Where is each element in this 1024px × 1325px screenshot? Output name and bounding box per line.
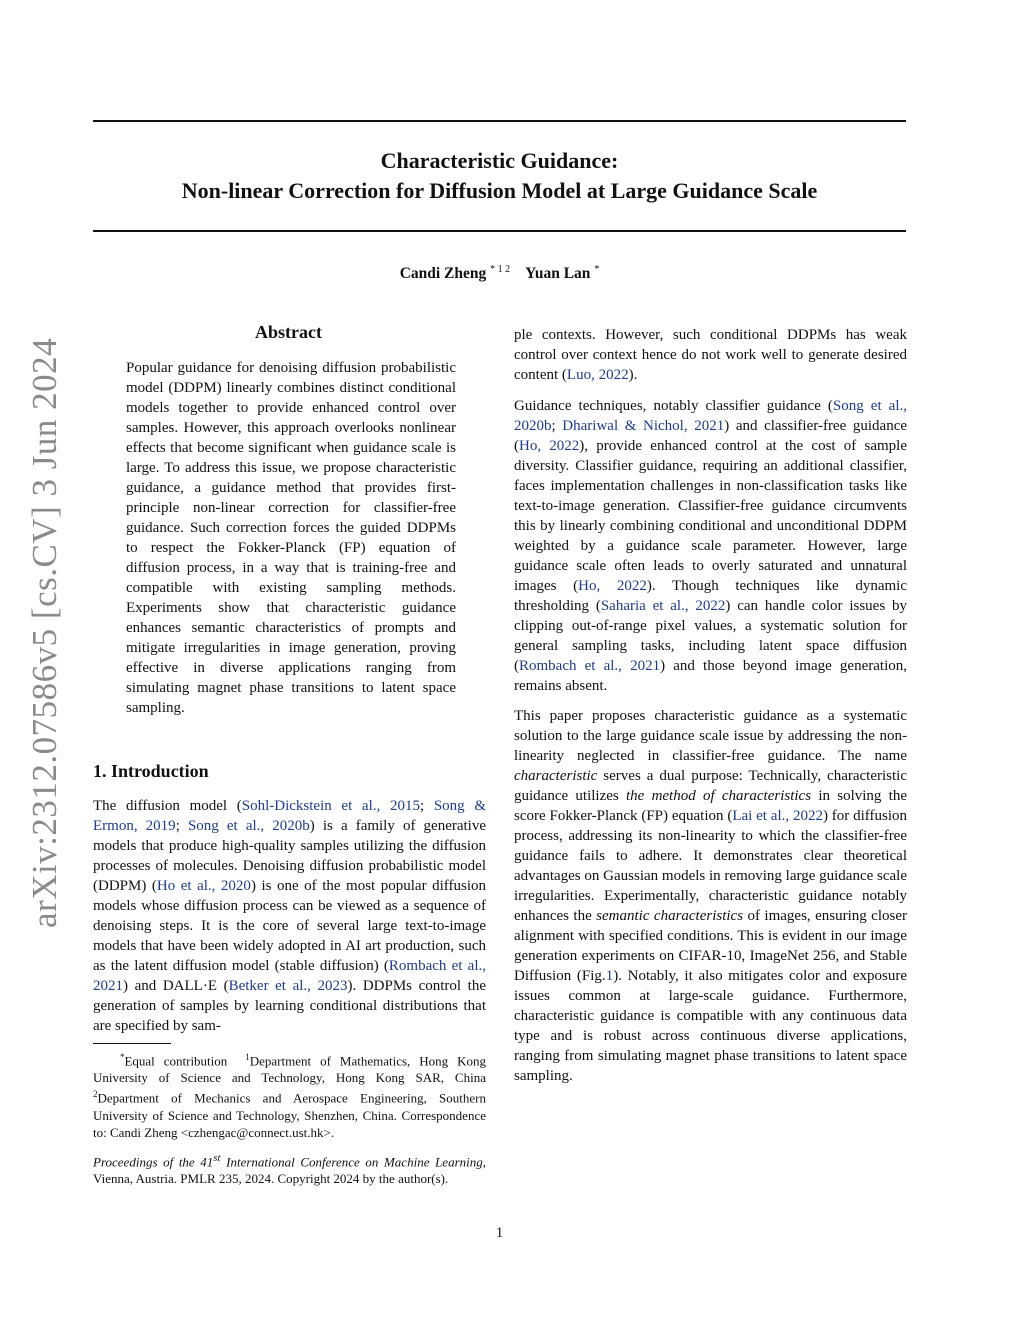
- intro-paragraph: [93, 796, 486, 1036]
- text-run: This paper proposes characteristic guidance as a systematic solution to the large guidance scale issue by addressing the non-linearity neglected in classifier-free guidance. The name: [514, 708, 907, 764]
- text-run: Proceedings of the: [93, 1154, 201, 1170]
- text-run: Guidance techniques, notably classifier guidance (: [514, 398, 833, 414]
- footnote-affiliation: Department of Mechanics and Aerospace Engineering, Southern University of Science and Technology, Shenzhen, China. Correspondence to: Candi Zheng <czhengac@connect.ust.hk>.: [93, 1090, 486, 1140]
- title-rule-top: [93, 120, 906, 122]
- text-run: The diffusion model (: [93, 798, 242, 814]
- text-run: ) and classifier-free guidance (: [514, 418, 908, 454]
- section-heading-introduction: 1. Introduction: [93, 761, 209, 781]
- text-run: ;: [551, 418, 563, 434]
- text-run: ;: [419, 798, 434, 814]
- text-run: of images, ensuring closer alignment with specified conditions. This is evident in our image generation experiments on CIFAR-10, ImageNet 256, and Stable Diffusion (Fig.: [514, 908, 907, 984]
- citation-link[interactable]: Ho, 2022: [519, 438, 580, 454]
- ordinal-suffix: st: [213, 1152, 221, 1164]
- author-name: Candi Zheng: [399, 265, 487, 283]
- text-run: ) is one of the most popular diffusion models whose diffusion process can be viewed as a sequence of denoising steps. It is the core of several large text-to-image models that have been widely adopted in AI art production, such as the latent diffusion model (stable diffusion) (: [93, 878, 486, 974]
- text-run: ). Though techniques like dynamic thresholding (: [514, 578, 907, 614]
- citation-link[interactable]: Rombach et al., 2021: [519, 658, 661, 674]
- citation-link[interactable]: Song et al., 2020b: [187, 818, 310, 834]
- citation-link[interactable]: Lai et al., 2022: [732, 808, 823, 824]
- citation-link[interactable]: Ho et al., 2020: [156, 878, 251, 894]
- text-run: ) and those beyond image generation, remains absent.: [514, 658, 907, 694]
- footnote-mark: 2: [93, 1089, 98, 1100]
- text-run: ;: [175, 818, 188, 834]
- citation-link[interactable]: Sohl-Dickstein et al., 2015: [241, 798, 420, 814]
- text-run: ple contexts. However, such conditional DDPMs has weak control over context hence do not work well to generate desired content (: [514, 327, 907, 383]
- footnote-divider: [93, 1043, 171, 1044]
- citation-link[interactable]: Song et al., 2020b: [514, 398, 908, 434]
- text-run: ). DDPMs control the generation of samples by learning conditional distributions that are specified by sam-: [93, 978, 486, 1034]
- text-run: serves a dual purpose: Technically, characteristic guidance utilizes: [514, 768, 907, 804]
- title-rule-bottom: [93, 230, 906, 232]
- citation-link[interactable]: Dhariwal & Nichol, 2021: [562, 418, 725, 434]
- body-paragraph: [514, 396, 907, 696]
- author-affiliation-marks: * 1 2: [490, 264, 511, 275]
- citation-link[interactable]: Ho, 2022: [578, 578, 647, 594]
- text-run: International Conference on Machine Learning: [220, 1154, 483, 1170]
- citation-link[interactable]: Betker et al., 2023: [228, 978, 348, 994]
- abstract-heading: Abstract: [255, 322, 322, 342]
- emphasis: characteristic: [514, 768, 598, 784]
- body-paragraph: [514, 325, 907, 385]
- citation-link[interactable]: Luo, 2022: [566, 367, 629, 383]
- footnote-mark: *: [119, 1052, 125, 1062]
- text-run: ).: [628, 367, 638, 383]
- text-run: , Vienna, Austria. PMLR 235, 2024. Copyright 2024 by the author(s).: [93, 1154, 486, 1187]
- proceedings-note: [93, 1150, 486, 1187]
- text-run: ). Notably, it also mitigates color and exposure issues common at large-scale guidance. Furthermore, characteristic guidance is compatible with any continuous data type and is robust across continuous diverse applications, ranging from simulating magnet phase transitions to latent space sampling.: [514, 968, 908, 1084]
- page-number: 1: [495, 1225, 504, 1241]
- paper-title-line-1: Characteristic Guidance:: [380, 148, 619, 173]
- paper-title-line-2: Non-linear Correction for Diffusion Model at Large Guidance Scale: [181, 178, 818, 203]
- arxiv-identifier-stamp: arXiv:2312.07586v5 [cs.CV] 3 Jun 2024: [25, 337, 64, 928]
- citation-link[interactable]: Saharia et al., 2022: [600, 598, 726, 614]
- abstract-body: Popular guidance for denoising diffusion probabilistic model (DDPM) linearly combines distinct conditional models together to provide enhanced control over samples. However, this approach overlooks nonlinear effects that become significant when guidance scale is large. To address this issue, we propose characteristic guidance, a guidance method that provides first-principle non-linear correction for classifier-free guidance. Such correction forces the guided DDPMs to respect the Fokker-Planck (FP) equation of diffusion process, in a way that is training-free and compatible with existing sampling methods. Experiments show that characteristic guidance enhances semantic characteristics of prompts and mitigate irregularities in image generation, proving effective in diverse applications ranging from simulating magnet phase transitions to latent space sampling.: [126, 360, 456, 716]
- text-run: ) for diffusion process, addressing its non-linearity to which the classifier-free guidance fails to adhere. It demonstrates clear theoretical advantages on Gaussian models in removing large guidance scale irregularities. Experimentally, characteristic guidance notably enhances the: [514, 808, 907, 924]
- citation-link[interactable]: Rombach et al., 2021: [93, 958, 486, 994]
- body-paragraph: [514, 706, 907, 1086]
- text-run: ), provide enhanced control at the cost of sample diversity. Classifier guidance, requiring an additional classifier, faces implementation challenges in non-classification tasks like text-to-image generation. Classifier-free guidance circumvents this by linearly combining conditional and unconditional DDPM weighted by a guidance scale parameter. However, large guidance scale often leads to overly saturated and unnatural images (: [514, 438, 907, 594]
- citation-link[interactable]: Song & Ermon, 2019: [93, 798, 487, 834]
- conference-number: 41: [200, 1154, 214, 1170]
- footnote-affiliation: Department of Mathematics, Hong Kong University of Science and Technology, Hong Kong SAR, China: [93, 1053, 487, 1086]
- emphasis: the method of characteristics: [625, 788, 812, 804]
- text-run: ) is a family of generative models that produce high-quality samples utilizing the diffusion processes of molecules. Denoising diffusion probabilistic model (DDPM) (: [93, 818, 487, 894]
- text-run: in solving the score Fokker-Planck (FP) equation (: [514, 788, 907, 824]
- footnote-equal-contribution: Equal contribution: [124, 1053, 228, 1069]
- emphasis: semantic characteristics: [596, 908, 744, 924]
- text-run: ) can handle color issues by clipping out-of-range pixel values, a systematic solution for general sampling tasks, including latent space diffusion (: [514, 598, 907, 674]
- text-run: ) and DALL·E (: [123, 978, 229, 994]
- author-affiliation-marks: *: [594, 264, 600, 275]
- footnotes: [93, 1049, 486, 1141]
- author-name: Yuan Lan: [525, 265, 591, 283]
- figure-link[interactable]: 1: [605, 968, 614, 984]
- author-list: [93, 264, 906, 283]
- footnote-mark: 1: [245, 1052, 250, 1062]
